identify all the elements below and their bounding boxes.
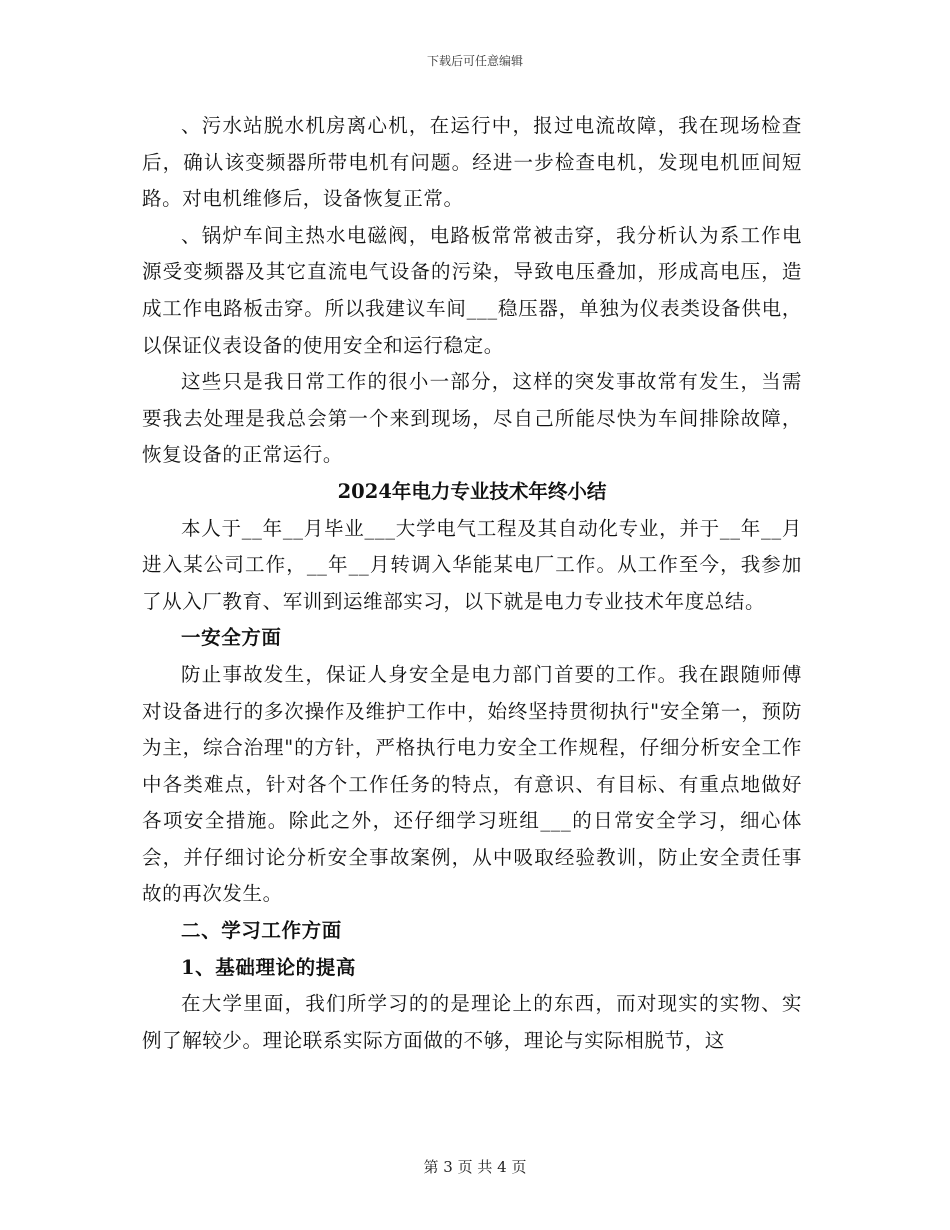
paragraph-solenoid-valve: 、锅炉车间主热水电磁阀，电路板常常被击穿，我分析认为系工作电源受变频器及其它直流电气设备的污染，导致电压叠加，形成高电压，造成工作电路板击穿。所以我建议车间___稳压器，单独为仪表类设备供电，以保证仪表设备的使用安全和运行稳定。: [142, 223, 802, 357]
section-title: 2024年电力专业技术年终小结: [337, 479, 607, 503]
paragraph-university-study: 在大学里面，我们所学习的的是理论上的东西，而对现实的实物、实例了解较少。理论联系实际方面做的不够，理论与实际相脱节，这: [142, 992, 802, 1052]
document-body: [142, 108, 802, 1059]
paragraph-centrifuge-fault: 、污水站脱水机房离心机，在运行中，报过电流故障，我在现场检查后，确认该变频器所带电机有问题。经进一步检查电机，发现电机匝间短路。对电机维修后，设备恢复正常。: [142, 114, 802, 211]
paragraph-introduction: 本人于__年__月毕业___大学电气工程及其自动化专业，并于__年__月进入某公司工作，__年__月转调入华能某电厂工作。从工作至今，我参加了从入厂教育、军训到运维部实习，以下就是电力专业技术年度总结。: [142, 516, 802, 613]
heading-safety: 一安全方面: [181, 626, 282, 650]
page-footer-number: 第 3 页 共 4 页: [423, 1158, 527, 1176]
page-header-note: 下载后可任意编辑: [426, 54, 523, 68]
paragraph-safety: 防止事故发生，保证人身安全是电力部门首要的工作。我在跟随师傅对设备进行的多次操作及维护工作中，始终坚持贯彻执行"安全第一，预防为主，综合治理"的方针，严格执行电力安全工作规程，仔细分析安全工作中各类难点，针对各个工作任务的特点，有意识、有目标、有重点地做好各项安全措施。除此之外，还仔细学习班组___的日常安全学习，细心体会，并仔细讨论分析安全事故案例，从中吸取经验教训，防止安全责任事故的再次发生。: [142, 662, 802, 906]
paragraph-daily-work: 这些只是我日常工作的很小一部分，这样的突发事故常有发生，当需要我去处理是我总会第一个来到现场，尽自己所能尽快为车间排除故障，恢复设备的正常运行。: [142, 370, 802, 467]
heading-basic-theory: 1、基础理论的提高: [181, 955, 356, 979]
heading-study-work: 二、学习工作方面: [181, 919, 342, 943]
